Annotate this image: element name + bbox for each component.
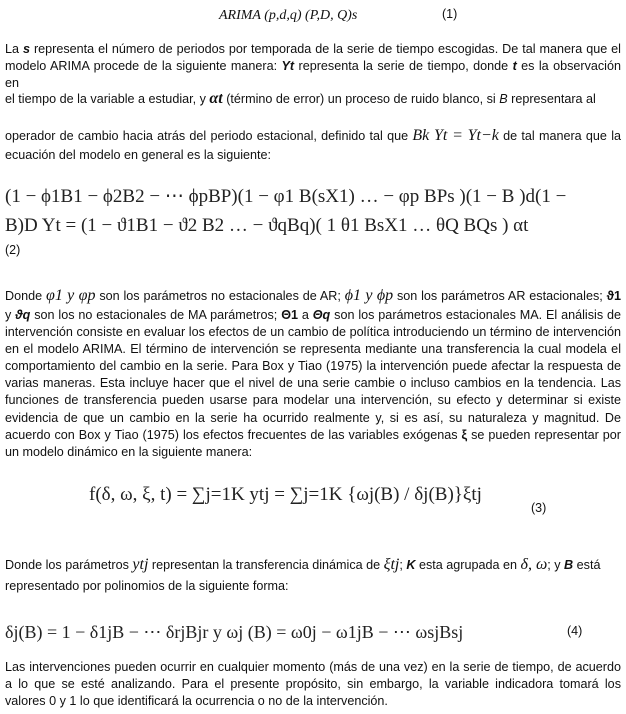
paragraph-6: representado por polinomios de la siguiente forma: bbox=[5, 579, 289, 593]
text-run: (término de error) un proceso de ruido blanco, si bbox=[222, 92, 500, 106]
equation-3-expression: f(δ, ω, ξ, t) = ∑j=1K ytj = ∑j=1K {ωj(B) / δj(B)}ξtj bbox=[89, 484, 482, 505]
text-run: representara al bbox=[507, 92, 596, 106]
text-run: son los parámetros no estacionales de AR; bbox=[95, 289, 345, 303]
symbol-b: B bbox=[564, 558, 574, 572]
symbol-theta-1: ϑ1 bbox=[606, 289, 621, 303]
equation-2-line-1: (1 − ϕ1B1 − ϕ2B2 − ⋯ ϕpBP)(1 − φ1 B(sX1) … − φp BPs )(1 − B )d(1 − bbox=[5, 186, 567, 207]
symbol-theta-q: ϑq bbox=[15, 307, 31, 322]
text-run: y bbox=[5, 307, 16, 322]
paragraph-4 bbox=[5, 285, 621, 461]
text-run: es la observación en bbox=[5, 59, 621, 91]
text-run: representa la serie de tiempo, donde bbox=[294, 59, 513, 74]
paragraph-7: Las intervenciones pueden ocurrir en cualquier momento (más de una vez) en la serie de tiempo, de acuerdo a lo que se esté analizando. Para el presente propósito, sin embargo, la variable indicadora tomará los valores 0 y 1 lo que identificará la ocurrencia o no de la intervención. bbox=[5, 660, 621, 709]
text-run: ; y bbox=[547, 558, 565, 572]
equation-4-number: (4) bbox=[567, 624, 583, 638]
symbol-yt: Yt bbox=[281, 59, 295, 74]
text-run: está bbox=[573, 558, 601, 572]
paragraph-2 bbox=[5, 88, 621, 110]
text-run: representa el número de periodos por temporada de la serie de tiempo escogidas. De tal manera que el modelo ARIMA procede de la siguiente manera: bbox=[5, 42, 621, 74]
text-run: son los parámetros estacionales MA. El análisis de intervención consiste en evaluar los efectos de un cambio de política introduciendo un término de intervención en el modelo ARIMA. El término de intervención se representa mediante una transferencia la cual modela el comportamiento del cambio en la serie. Para Box y Tiao (1975) la intervención puede afectar la respuesta de varias maneras. Esta incluye hacer que el nivel de una serie cambie o incluso cambios en la tendencia. Las funciones de transferencia pueden usarse para modelar una intervención, su efecto y determinar si existe evidencia de que un cambio en la serie ha ocurrido realmente y, si es así, su naturaleza y magnitud. De acuerdo con Box y Tiao (1975) los efectos frecuentes de las variables exógenas bbox=[5, 307, 621, 442]
equation-1-expression: ARIMA (p,d,q) (P,D, Q)s bbox=[219, 8, 358, 23]
symbol-xi-tj: ξtj bbox=[383, 556, 400, 573]
text-run: a bbox=[298, 307, 313, 322]
symbol-phi: φ1 y φp bbox=[45, 287, 96, 304]
symbol-phi-seasonal: ϕ1 y ϕp bbox=[344, 287, 394, 304]
equation-1-number: (1) bbox=[442, 7, 458, 21]
symbol-big-theta-1: Θ1 bbox=[281, 307, 298, 322]
equation-3 bbox=[5, 474, 621, 534]
symbol-alpha-t: αt bbox=[209, 90, 223, 107]
backshift-expression: Bk Yt = Yt−k bbox=[412, 127, 499, 144]
equation-2-number: (2) bbox=[5, 243, 21, 257]
equation-4 bbox=[5, 620, 621, 648]
equation-4-expression: δj(B) = 1 − δ1jB − ⋯ δrjBjr y ωj (B) = ω0j − ω1jB − ⋯ ωsjBsj bbox=[5, 622, 464, 642]
symbol-big-theta-q: Θq bbox=[312, 307, 331, 322]
text-run: el tiempo de la variable a estudiar, y bbox=[5, 92, 210, 106]
paragraph-3 bbox=[5, 125, 621, 164]
text-run: La bbox=[5, 42, 23, 56]
equation-2-line-2: B)D Yt = (1 − ϑ1B1 − ϑ2 B2 … − ϑqBq)( 1 θ1 BsX1 … θQ BQs ) αt bbox=[5, 215, 529, 236]
text-run: Donde los parámetros bbox=[5, 558, 133, 572]
symbol-b: B bbox=[499, 92, 508, 106]
text-run: representan la transferencia dinámica de bbox=[148, 558, 384, 572]
text-run: son los parámetros AR estacionales; bbox=[393, 289, 607, 303]
symbol-s: s bbox=[22, 42, 30, 56]
equation-3-number: (3) bbox=[531, 501, 547, 515]
symbol-ytj: ytj bbox=[132, 556, 149, 573]
symbol-xi: ξ bbox=[461, 427, 468, 442]
text-run: Donde bbox=[5, 289, 46, 303]
text-run: operador de cambio hacia atrás del periodo estacional, definido tal que bbox=[5, 129, 413, 143]
symbol-t: t bbox=[512, 59, 517, 74]
symbol-delta-omega: δ, ω bbox=[520, 556, 548, 573]
equation-1 bbox=[5, 6, 621, 28]
text-run: ; bbox=[399, 558, 407, 572]
paragraph-5 bbox=[5, 554, 621, 576]
text-run: de tal manera que la ecuación del modelo en general es la siguiente: bbox=[5, 129, 621, 162]
paragraph-1 bbox=[5, 41, 621, 92]
text-run: esta agrupada en bbox=[415, 558, 521, 572]
symbol-k: K bbox=[406, 558, 416, 572]
text-run: son los no estacionales de MA parámetros; bbox=[30, 307, 282, 322]
text-run: se pueden representar por un modelo dinámico en la siguiente manera: bbox=[5, 427, 621, 459]
